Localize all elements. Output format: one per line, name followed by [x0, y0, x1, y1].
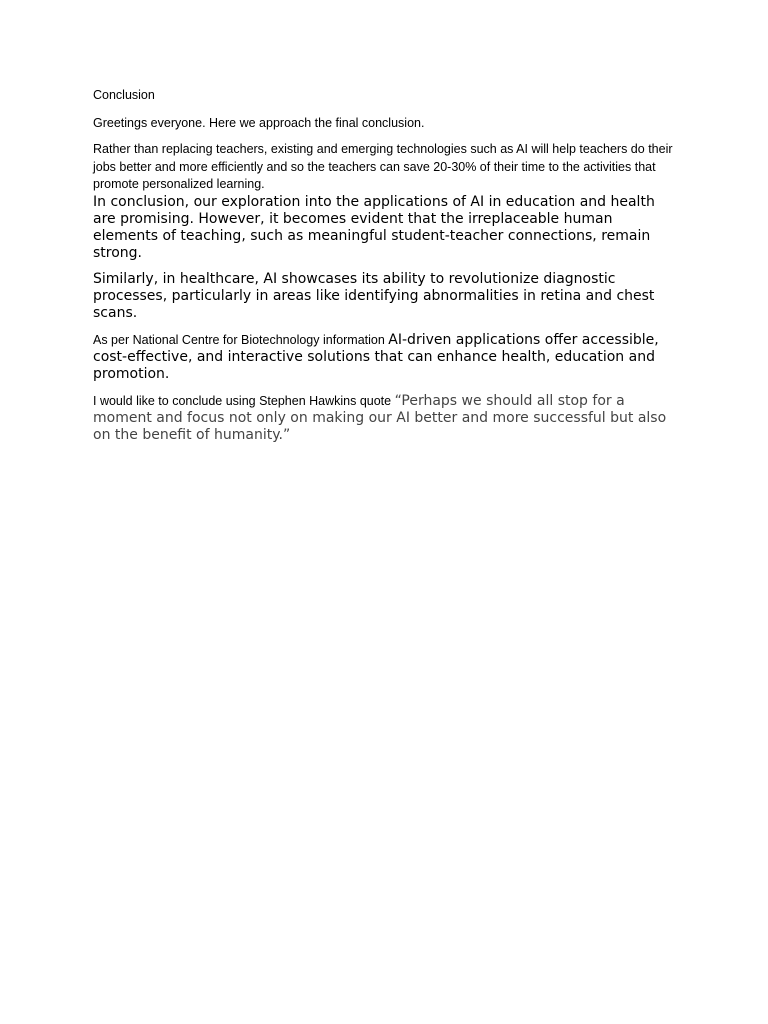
hawking-quote: “Perhaps we should all stop for a moment and focus not only on making our AI better and more successful but also on the benefit of humanity.”	[93, 392, 667, 443]
quote-paragraph	[93, 393, 673, 444]
ncbi-rest-text: AI-driven applications offer accessible, cost-effective, and interactive solutions that can enhance health, education and promotion.	[93, 331, 659, 382]
ncbi-lead-text: As per National Centre for Biotechnology information	[93, 332, 389, 347]
ncbi-paragraph	[93, 332, 673, 383]
teachers-paragraph: Rather than replacing teachers, existing and emerging technologies such as AI will help teachers do their jobs better and more efficiently and so the teachers can save 20-30% of their time to the activities that promote personalized learning.	[93, 142, 673, 191]
document-page	[93, 86, 673, 444]
conclusion-paragraph: In conclusion, our exploration into the applications of AI in education and health are promising. However, it becomes evident that the irreplaceable human elements of teaching, such as meaningful student-teacher connections, remain strong.	[93, 193, 655, 261]
healthcare-paragraph: Similarly, in healthcare, AI showcases its ability to revolutionize diagnostic processes, particularly in areas like identifying abnormalities in retina and chest scans.	[93, 270, 655, 321]
quote-lead-text: I would like to conclude using Stephen Hawkins quote	[93, 393, 395, 408]
greeting-paragraph: Greetings everyone. Here we approach the final conclusion.	[93, 116, 425, 130]
document-title: Conclusion	[93, 88, 155, 102]
